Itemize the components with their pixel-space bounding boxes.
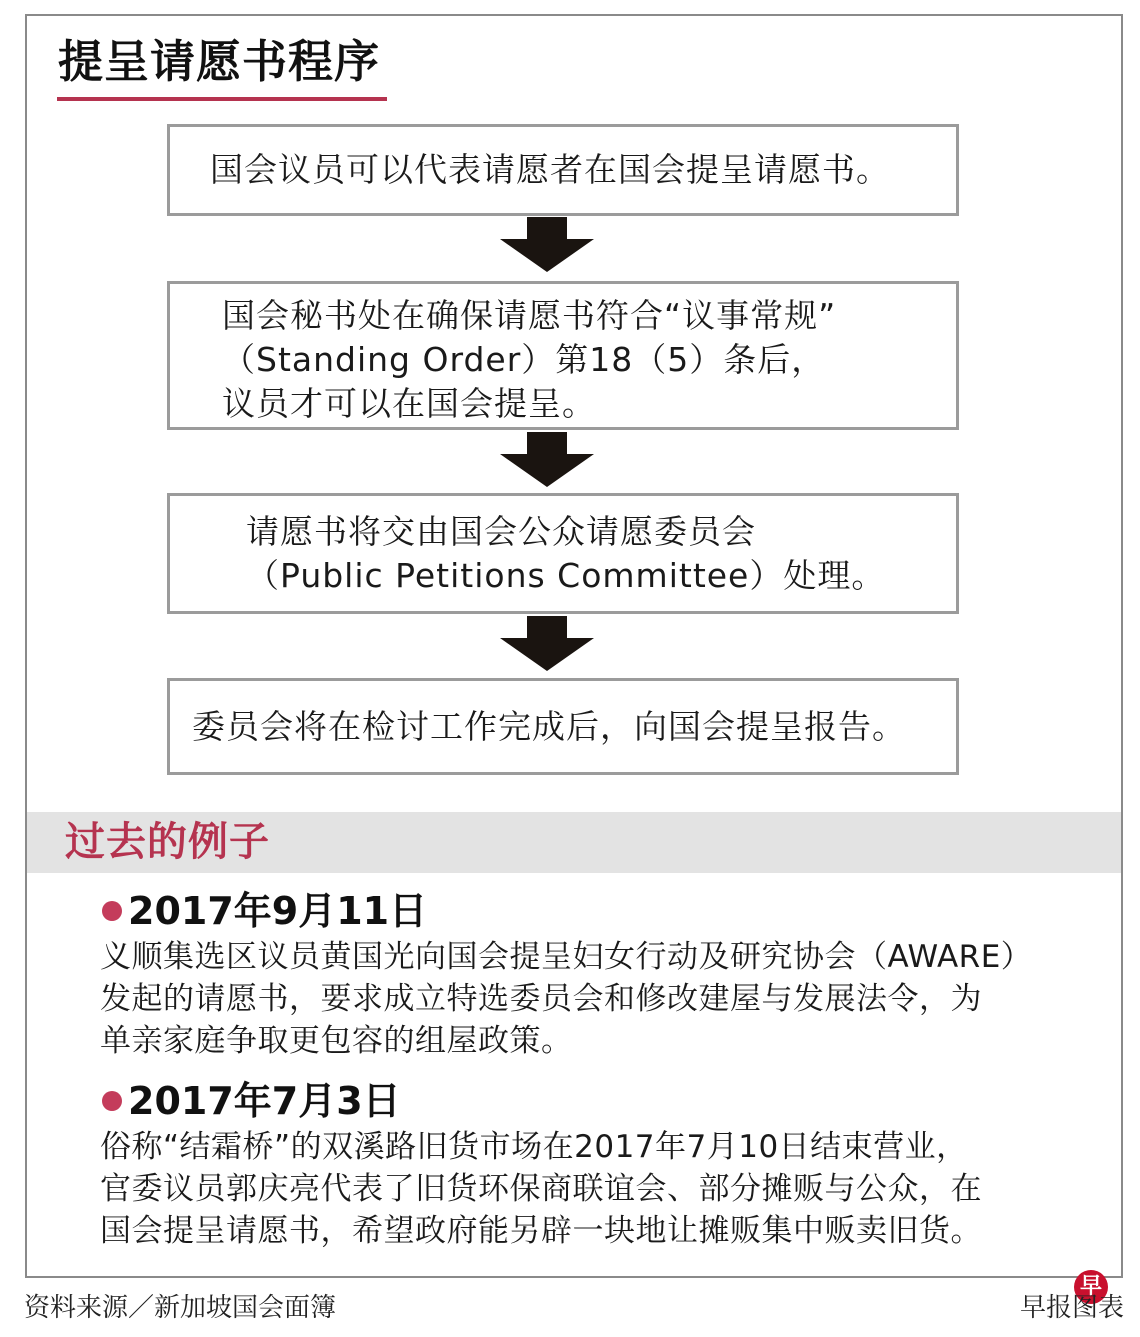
- step-text: 请愿书将交由国会公众请愿委员会: [246, 512, 756, 551]
- example-date: [100, 888, 1090, 934]
- down-arrow-icon: [497, 616, 597, 671]
- step-text: 国会秘书处在确保请愿书符合“议事常规”: [222, 296, 837, 335]
- example-text: 单亲家庭争取更包容的组屋政策。: [100, 1023, 573, 1059]
- title-underline: [57, 97, 387, 101]
- step-text: （Public Petitions Committee）处理。: [246, 556, 886, 595]
- example-text: 国会提呈请愿书，希望政府能另辟一块地让摊贩集中贩卖旧货。: [100, 1213, 982, 1249]
- example-text: 发起的请愿书，要求成立特选委员会和修改建屋与发展法令，为: [100, 981, 982, 1017]
- infographic-title: 提呈请愿书程序: [58, 35, 381, 88]
- step-text: 议员才可以在国会提呈。: [222, 384, 596, 423]
- process-step-4: [167, 678, 959, 775]
- example-text: 俗称“结霜桥”的双溪路旧货市场在2017年7月10日结束营业，: [100, 1129, 968, 1165]
- example-date-text: 2017年9月11日: [128, 889, 428, 933]
- bullet-dot-icon: [102, 1091, 122, 1111]
- step-text: （Standing Order）第18（5）条后，: [222, 340, 826, 379]
- process-step-3: [167, 493, 959, 614]
- process-step-1: [167, 124, 959, 216]
- example-description: [100, 1126, 1090, 1252]
- zaobao-logo: 早: [1074, 1270, 1108, 1304]
- step-text: 国会议员可以代表请愿者在国会提呈请愿书。: [210, 150, 890, 189]
- section-title: 过去的例子: [65, 819, 270, 865]
- example-item: [100, 1078, 1090, 1252]
- example-item: [100, 888, 1090, 1062]
- example-text: 官委议员郭庆亮代表了旧货环保商联谊会、部分摊贩与公众，在: [100, 1171, 982, 1207]
- example-date-text: 2017年7月3日: [128, 1079, 401, 1123]
- graphic-credit: 早报图表: [1019, 1293, 1124, 1323]
- process-step-2: [167, 281, 959, 430]
- bullet-dot-icon: [102, 901, 122, 921]
- example-description: [100, 936, 1090, 1062]
- down-arrow-icon: [497, 432, 597, 487]
- example-text: 义顺集选区议员黄国光向国会提呈妇女行动及研究协会（AWARE）: [100, 939, 1033, 975]
- down-arrow-icon: [497, 217, 597, 272]
- example-date: [100, 1078, 1090, 1124]
- source-note: 资料来源／新加坡国会面簿: [24, 1293, 337, 1323]
- step-text: 委员会将在检讨工作完成后，向国会提呈报告。: [192, 707, 906, 746]
